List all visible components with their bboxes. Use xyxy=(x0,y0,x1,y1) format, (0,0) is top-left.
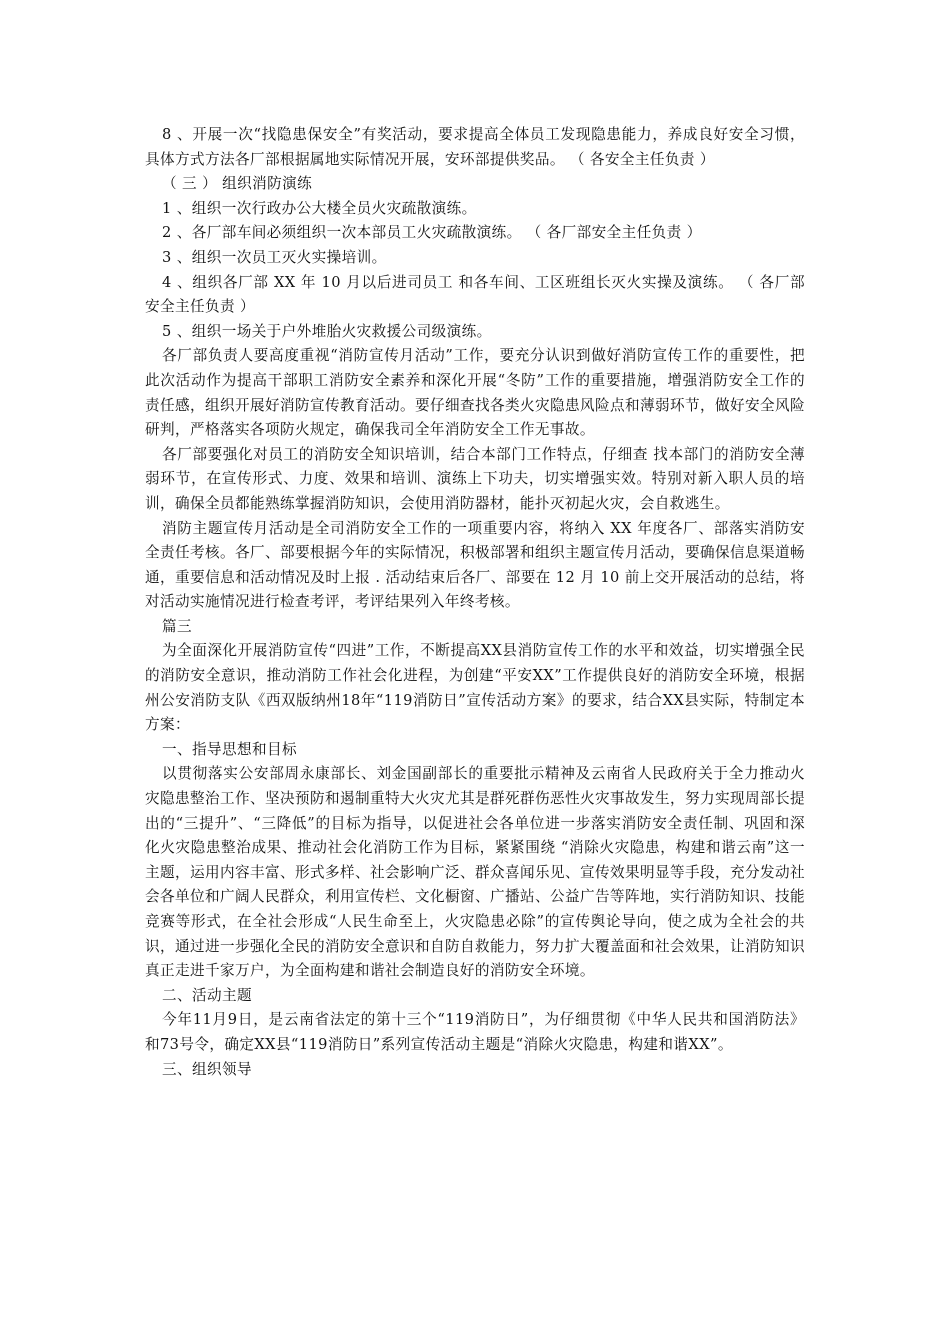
list-item: 2 、各厂部车间必须组织一次本部员工火灾疏散演练。 （ 各厂部安全主任负责 ） xyxy=(162,224,702,242)
list-item: 4 、组织各厂部 XX 年 10 月以后进司员工 和各车间、工区班组长灭火实操及演练。 （ 各厂部安全主任负责 ） xyxy=(145,273,805,316)
paragraph: 今年11月9日，是云南省法定的第十三个“119消防日”，为仔细贯彻《中华人民共和国消防法》和73号令，确定XX县“119消防日”系列宣传活动主题是“消除火灾隐患，构建和谐XX”。 xyxy=(145,1011,805,1053)
document-body xyxy=(145,123,805,1082)
list-item: 3 、组织一次员工灭火实操培训。 xyxy=(162,248,387,266)
paragraph: 消防主题宣传月活动是全司消防安全工作的一项重要内容，将纳入 XX 年度各厂、部落实消防安全责任考核。各厂、部要根据今年的实际情况，积极部署和组织主题宣传月活动，要确保信息渠道畅通，重要信息和活动情况及时上报 . 活动结束后各厂、部要在 12 月 10 前上交开展活动的总结，将对活动实施情况进行检查考评，考评结果列入年终考核。 xyxy=(145,519,805,611)
section-heading: 篇三 xyxy=(162,617,192,635)
section-heading: 二、活动主题 xyxy=(162,986,252,1004)
paragraph: 各厂部负责人要高度重视“消防宣传月活动”工作，要充分认识到做好消防宣传工作的重要性，把此次活动作为提高干部职工消防安全素养和深化开展“冬防”工作的重要措施，增强消防安全工作的责任感，组织开展好消防宣传教育活动。要仔细查找各类火灾隐患风险点和薄弱环节，做好安全风险研判，严格落实各项防火规定，确保我司全年消防安全工作无事故。 xyxy=(145,347,805,439)
section-heading: （ 三 ） 组织消防演练 xyxy=(162,175,313,193)
paragraph: 以贯彻落实公安部周永康部长、刘金国副部长的重要批示精神及云南省人民政府关于全力推动火灾隐患整治工作、坚决预防和遏制重特大火灾尤其是群死群伤恶性火灾事故发生，努力实现周部长提出的“三提升”、“三降低”的目标为指导，以促进社会各单位进一步落实消防安全责任制、巩固和深化火灾隐患整治成果、推动社会化消防工作为目标，紧紧围绕 “消除火灾隐患，构建和谐云南”这一主题，运用内容丰富、形式多样、社会影响广泛、群众喜闻乐见、宣传效果明显等手段，充分发动社会各单位和广阔人民群众，利用宣传栏、文化橱窗、广播站、公益广告等阵地，实行消防知识、技能竞赛等形式，在全社会形成“人民生命至上，火灾隐患必除”的宣传舆论导向，使之成为全社会的共识，通过进一步强化全民的消防安全意识和自防自救能力，努力扩大覆盖面和社会效果，让消防知识真正走进千家万户，为全面构建和谐社会制造良好的消防安全环境。 xyxy=(145,765,805,980)
paragraph: 8 、开展一次“找隐患保安全”有奖活动，要求提高全体员工发现隐患能力，养成良好安全习惯，具体方式方法各厂部根据属地实际情况开展，安环部提供奖品。 （ 各安全主任负责 ） xyxy=(145,126,805,168)
section-heading: 一、指导思想和目标 xyxy=(162,740,297,758)
paragraph: 各厂部要强化对员工的消防安全知识培训，结合本部门工作特点，仔细查 找本部门的消防安全薄弱环节，在宣传形式、力度、效果和培训、演练上下功夫，切实增强实效。特别对新入职人员的培训，确保全员都能熟练掌握消防知识，会使用消防器材，能扑灭初起火灾，会自救逃生。 xyxy=(145,445,805,512)
list-item: 1 、组织一次行政办公大楼全员火灾疏散演练。 xyxy=(162,199,477,217)
list-item: 5 、组织一场关于户外堆胎火灾救援公司级演练。 xyxy=(162,322,492,340)
section-heading: 三、组织领导 xyxy=(162,1060,252,1078)
paragraph: 为全面深化开展消防宣传“四进”工作，不断提高XX县消防宣传工作的水平和效益，切实增强全民的消防安全意识，推动消防工作社会化进程，为创建“平安XX”工作提供良好的消防安全环境，根据州公安消防支队《西双版纳州18年“119消防日”宣传活动方案》的要求，结合XX县实际，特制定本方案： xyxy=(145,642,805,734)
